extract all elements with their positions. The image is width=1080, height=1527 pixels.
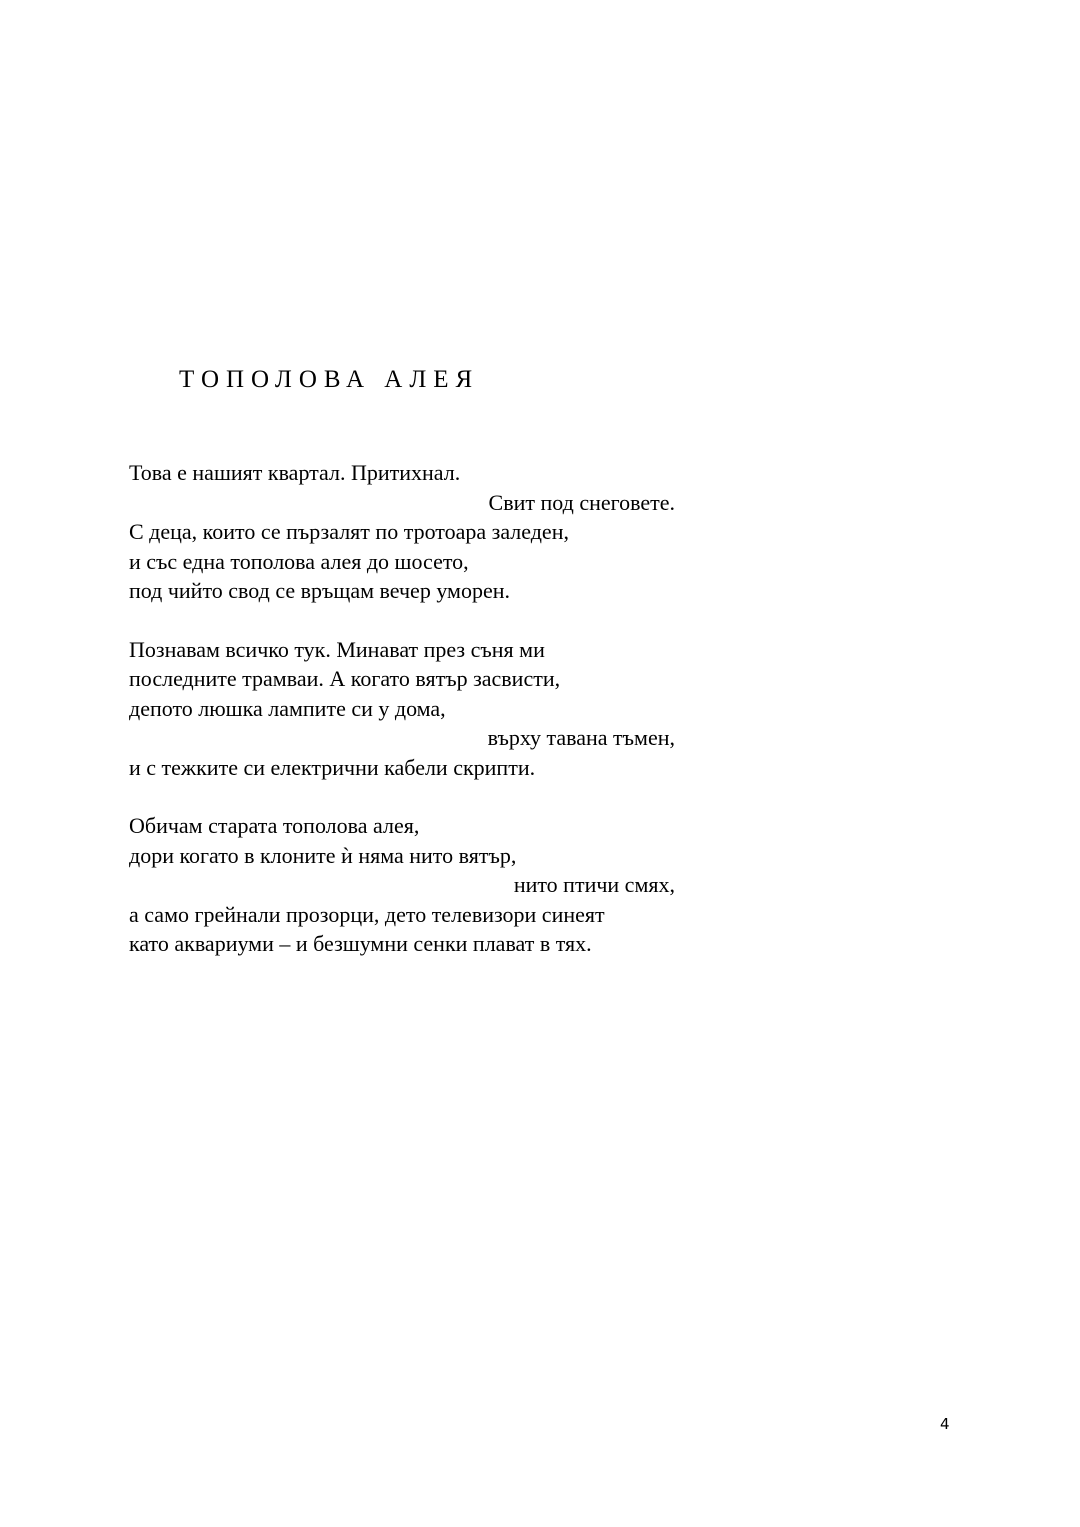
- poem-line: Обичам старата тополова алея,: [129, 813, 420, 838]
- poem-line: последните трамваи. А когато вятър засвисти,: [129, 666, 561, 691]
- poem-line: върху тавана тъмен,: [487, 725, 675, 750]
- poem-line: Това е нашият квартал. Притихнал.: [129, 460, 461, 485]
- page-number: 4: [940, 1415, 950, 1433]
- poem-line: и с тежките си електрични кабели скрипти.: [129, 754, 536, 780]
- poem-line: дори когато в клоните ѝ няма нито вятър,: [129, 842, 517, 868]
- stanza-3: [129, 811, 689, 959]
- stanza-1: [129, 458, 689, 606]
- poem-line: под чийто свод се връщам вечер уморен.: [129, 578, 510, 603]
- poem-line: и със една тополова алея до шосето,: [129, 548, 469, 574]
- poem-line: Свит под снеговете.: [488, 489, 675, 515]
- poem-body: [129, 458, 689, 988]
- stanza-2: [129, 635, 689, 783]
- poem-line: С деца, които се пързалят по тротоара заледен,: [129, 519, 569, 544]
- poem-line: депото люшка лампите си у дома,: [129, 695, 446, 721]
- poem-title: ТОПОЛОВА АЛЕЯ: [179, 366, 480, 393]
- poem-line: като аквариуми – и безшумни сенки плават в тях.: [129, 931, 592, 956]
- poem-line: Познавам всичко тук. Минават през съня ми: [129, 636, 545, 662]
- poem-line: нито птичи смях,: [513, 872, 675, 897]
- poem-line: а само грейнали прозорци, дето телевизори синеят: [129, 901, 605, 927]
